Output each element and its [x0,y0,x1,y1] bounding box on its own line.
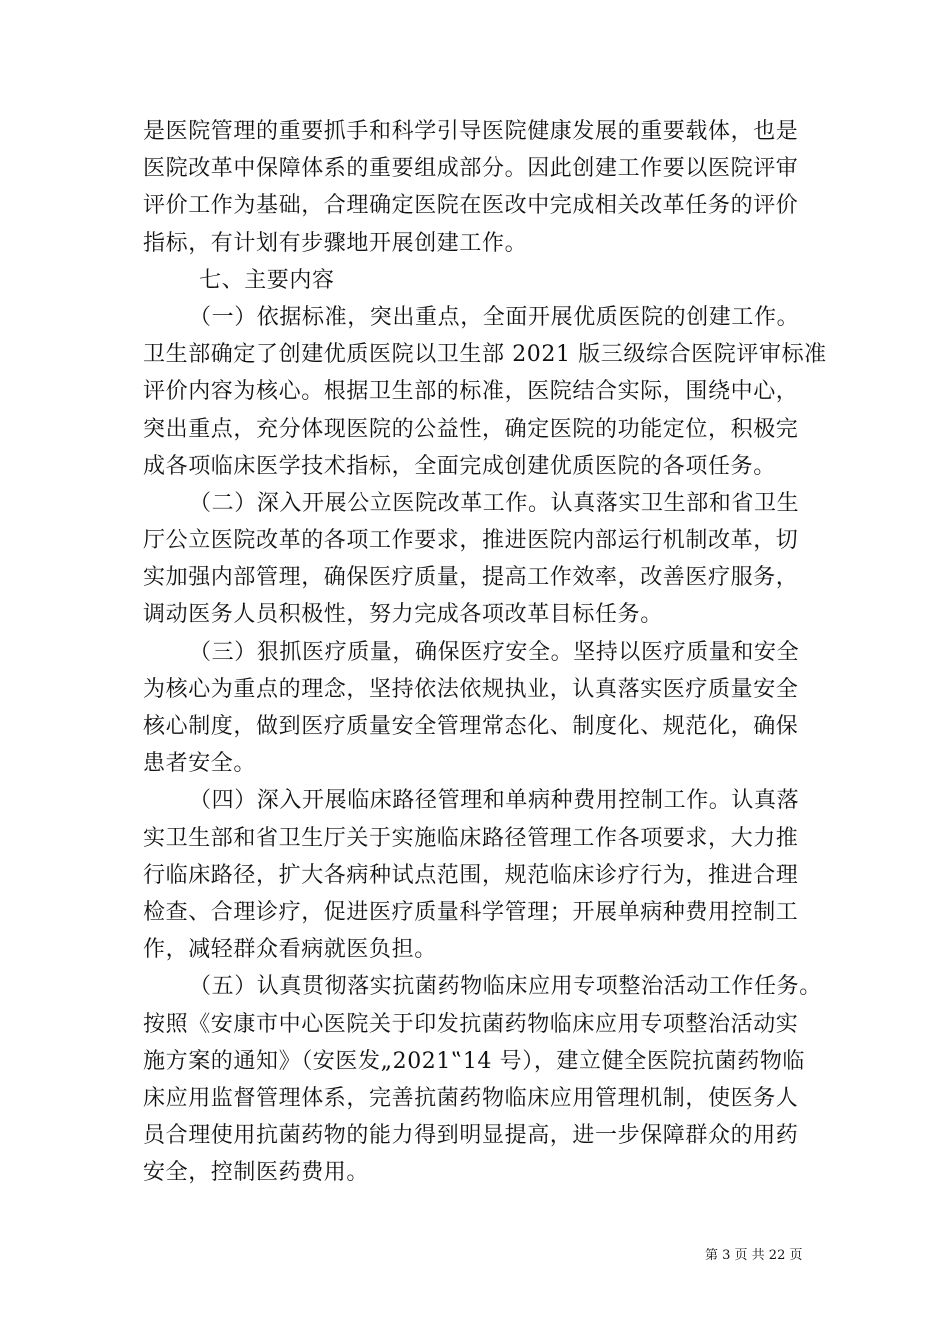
text-line: 检查、合理诊疗，促进医疗质量科学管理；开展单病种费用控制工 [143,899,799,925]
text-line: 评价内容为核心。根据卫生部的标准，医院结合实际，围绕中心， [143,379,799,405]
paragraph-start: （四）深入开展临床路径管理和单病种费用控制工作。认真落 [189,788,800,814]
text-line: 卫生部确定了创建优质医院以卫生部 2021 版三级综合医院评审标准 [143,342,827,368]
text-line: 指标，有计划有步骤地开展创建工作。 [143,230,528,256]
paragraph-start: （三）狠抓医疗质量，确保医疗安全。坚持以医疗质量和安全 [189,639,800,665]
text-line: 厅公立医院改革的各项工作要求，推进医院内部运行机制改革，切 [143,528,799,554]
text-line: 实加强内部管理，确保医疗质量，提高工作效率，改善医疗服务， [143,565,799,591]
text-line: 突出重点，充分体现医院的公益性，确定医院的功能定位，积极完 [143,416,799,442]
text-line: 按照《安康市中心医院关于印发抗菌药物临床应用专项整治活动实 [143,1011,799,1037]
paragraph-start: （一）依据标准，突出重点，全面开展优质医院的创建工作。 [189,304,800,330]
text-line: 成各项临床医学技术指标，全面完成创建优质医院的各项任务。 [143,453,776,479]
text-line: 调动医务人员积极性，努力完成各项改革目标任务。 [143,602,663,628]
text-line: 评价工作为基础，合理确定医院在医改中完成相关改革任务的评价 [143,193,799,219]
text-line: 实卫生部和省卫生厅关于实施临床路径管理工作各项要求，大力推 [143,825,799,851]
text-line: 员合理使用抗菌药物的能力得到明显提高，进一步保障群众的用药 [143,1123,799,1149]
text-line: 是医院管理的重要抓手和科学引导医院健康发展的重要载体，也是 [143,119,799,144]
page-number: 第 3 页 共 22 页 [705,1248,803,1263]
text-line: 床应用监督管理体系，完善抗菌药物临床应用管理机制，使医务人 [143,1085,799,1111]
text-line: 安全，控制医药费用。 [143,1160,370,1186]
text-line: 作，减轻群众看病就医负担。 [143,937,437,963]
text-line: 施方案的通知》（安医发„2021‟14 号），建立健全医院抗菌药物临 [143,1048,806,1074]
text-line: 医院改革中保障体系的重要组成部分。因此创建工作要以医院评审 [143,156,799,182]
text-line: 核心制度，做到医疗质量安全管理常态化、制度化、规范化，确保 [143,714,799,739]
document-body [143,113,827,1191]
text-line: 为核心为重点的理念，坚持依法依规执业，认真落实医疗质量安全 [143,676,799,702]
text-line: 患者安全。 [143,751,257,777]
section-heading: 七、主要内容 [199,267,335,293]
paragraph-start: （二）深入开展公立医院改革工作。认真落实卫生部和省卫生 [189,490,800,516]
text-line: 行临床路径，扩大各病种试点范围，规范临床诊疗行为，推进合理 [143,862,799,888]
paragraph-start: （五）认真贯彻落实抗菌药物临床应用专项整治活动工作任务。 [189,974,822,1000]
